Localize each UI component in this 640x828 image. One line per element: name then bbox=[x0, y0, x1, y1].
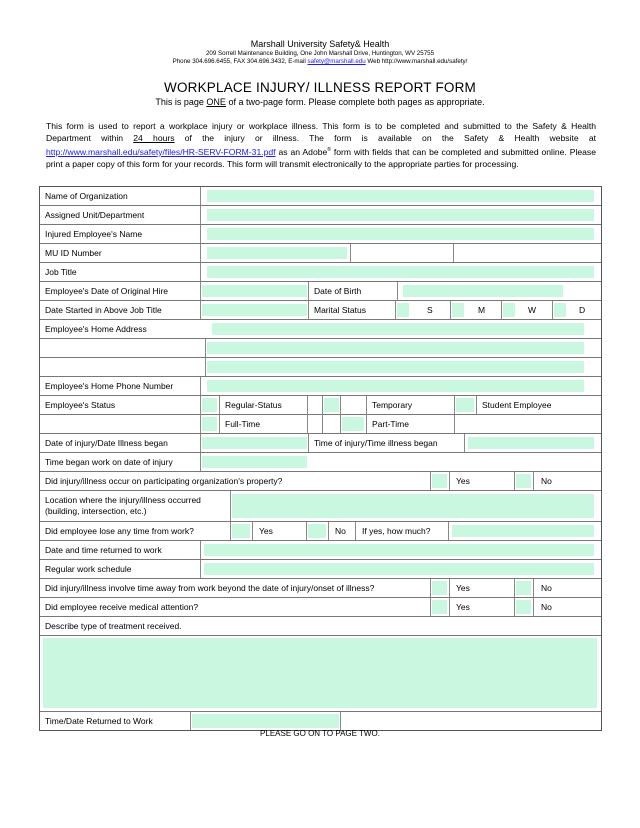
time-returned-field[interactable] bbox=[192, 714, 339, 728]
row-home-address bbox=[40, 320, 601, 339]
marital-d-checkbox[interactable] bbox=[554, 303, 566, 317]
regular-status-checkbox[interactable] bbox=[202, 398, 217, 412]
label-lose-time-no: No bbox=[335, 526, 346, 536]
label-marital-d: D bbox=[579, 305, 586, 315]
label-marital: Marital Status bbox=[314, 305, 366, 315]
label-medical-yes: Yes bbox=[456, 602, 470, 612]
home-address-line2[interactable] bbox=[207, 342, 584, 354]
how-much-field[interactable] bbox=[452, 525, 594, 537]
label-time-returned: Time/Date Returned to Work bbox=[45, 716, 153, 726]
label-marital-w: W bbox=[528, 305, 537, 315]
row-injured-name bbox=[40, 225, 601, 244]
registered-mark: ® bbox=[327, 147, 331, 153]
injury-time-field[interactable] bbox=[468, 437, 594, 449]
label-away: Did injury/illness involve time away from work beyond the date of injury/onset of illness? bbox=[45, 583, 375, 593]
label-returned: Date and time returned to work bbox=[45, 545, 162, 555]
marital-w-checkbox[interactable] bbox=[503, 303, 515, 317]
org-name: Marshall University Safety& Health bbox=[250, 39, 390, 49]
label-location-line2: (building, intersection, etc.) bbox=[45, 506, 147, 516]
label-treatment: Describe type of treatment received. bbox=[45, 621, 182, 631]
on-property-no-checkbox[interactable] bbox=[516, 474, 531, 488]
mu-id-field[interactable] bbox=[207, 247, 347, 259]
intro-part2: of the injury or illness. The form is available on the Safety & Health website at bbox=[174, 133, 596, 143]
treatment-textarea[interactable] bbox=[43, 638, 597, 708]
label-home-phone: Employee's Home Phone Number bbox=[45, 381, 174, 391]
schedule-field[interactable] bbox=[204, 563, 594, 575]
label-full-time: Full-Time bbox=[225, 419, 261, 429]
time-began-field[interactable] bbox=[202, 456, 307, 468]
medical-no-checkbox[interactable] bbox=[516, 600, 531, 614]
form-title: WORKPLACE INJURY/ ILLNESS REPORT FORM bbox=[164, 80, 476, 95]
intro-part1: This form is used to report a workplace injury or workplace illness. This form is to be completed and submitted to the Safety & Health Department within bbox=[46, 121, 596, 143]
label-location bbox=[40, 495, 201, 517]
row-treatment-area bbox=[40, 636, 601, 712]
label-regular: Regular-Status bbox=[225, 400, 282, 410]
label-time-began: Time began work on date of injury bbox=[45, 457, 173, 467]
report-form bbox=[39, 186, 602, 731]
label-how-much: If yes, how much? bbox=[362, 526, 431, 536]
lose-time-yes-checkbox[interactable] bbox=[232, 524, 250, 538]
intro-part4: form with fields that can be completed and submitted online. Please print a paper copy of this form for your records. This form will transmit electronically to the appropriate parties for processing. bbox=[46, 146, 596, 169]
row-unit bbox=[40, 206, 601, 225]
row-on-property bbox=[40, 472, 601, 491]
row-injury-date-time bbox=[40, 434, 601, 453]
away-yes-checkbox[interactable] bbox=[432, 581, 447, 595]
row-time-began bbox=[40, 453, 601, 472]
label-job-start: Date Started in Above Job Title bbox=[45, 305, 162, 315]
label-away-yes: Yes bbox=[456, 583, 470, 593]
org-contact bbox=[0, 58, 640, 65]
label-dob: Date of Birth bbox=[314, 286, 362, 296]
unit-field[interactable] bbox=[207, 209, 594, 221]
email-link[interactable]: safety@marshall.edu bbox=[307, 58, 366, 65]
label-unit: Assigned Unit/Department bbox=[45, 210, 145, 220]
returned-field[interactable] bbox=[204, 544, 594, 556]
row-hire-dob bbox=[40, 282, 601, 301]
temporary-checkbox[interactable] bbox=[324, 398, 339, 412]
marital-m-checkbox[interactable] bbox=[452, 303, 464, 317]
hire-date-field[interactable] bbox=[202, 285, 307, 297]
label-marital-m: M bbox=[478, 305, 486, 315]
row-home-address-2 bbox=[40, 339, 601, 358]
row-schedule bbox=[40, 560, 601, 579]
label-away-no: No bbox=[541, 583, 552, 593]
label-org-name: Name of Organization bbox=[45, 191, 128, 201]
label-medical: Did employee receive medical attention? bbox=[45, 602, 199, 612]
student-checkbox[interactable] bbox=[456, 398, 474, 412]
row-medical bbox=[40, 598, 601, 617]
intro-paragraph bbox=[46, 120, 596, 170]
contact-suffix: Web http://www.marshall.edu/safety/ bbox=[365, 58, 468, 65]
footer-note: PLEASE GO ON TO PAGE TWO. bbox=[260, 729, 380, 738]
row-job-title bbox=[40, 263, 601, 282]
row-location bbox=[40, 491, 601, 522]
label-on-property-yes: Yes bbox=[456, 476, 470, 486]
location-field[interactable] bbox=[232, 494, 594, 518]
label-student: Student Employee bbox=[482, 400, 552, 410]
home-address-line1[interactable] bbox=[212, 323, 584, 335]
label-temporary: Temporary bbox=[372, 400, 413, 410]
label-home-address: Employee's Home Address bbox=[45, 324, 147, 334]
intro-hours: 24 hours bbox=[133, 133, 175, 143]
home-address-line3[interactable] bbox=[207, 361, 584, 373]
marital-s-checkbox[interactable] bbox=[397, 303, 409, 317]
org-address: 209 Sorrell Maintenance Building, One John Marshall Drive, Huntington, WV 25755 bbox=[205, 50, 435, 57]
away-no-checkbox[interactable] bbox=[516, 581, 531, 595]
on-property-yes-checkbox[interactable] bbox=[432, 474, 447, 488]
lose-time-no-checkbox[interactable] bbox=[308, 524, 326, 538]
label-lose-time: Did employee lose any time from work? bbox=[45, 526, 194, 536]
home-phone-field[interactable] bbox=[207, 380, 584, 392]
label-job-title: Job Title bbox=[45, 267, 77, 277]
label-on-property-no: No bbox=[541, 476, 552, 486]
row-time-returned bbox=[40, 712, 601, 730]
label-mu-id: MU ID Number bbox=[45, 248, 102, 258]
row-home-phone bbox=[40, 377, 601, 396]
row-home-address-3 bbox=[40, 358, 601, 377]
row-org-name bbox=[40, 187, 601, 206]
full-time-checkbox[interactable] bbox=[202, 417, 217, 431]
injury-date-field[interactable] bbox=[202, 437, 307, 449]
dob-field[interactable] bbox=[403, 285, 563, 297]
label-marital-s: S bbox=[427, 305, 433, 315]
form-subtitle bbox=[0, 97, 640, 107]
row-job-start-marital bbox=[40, 301, 601, 320]
subtitle-emph: ONE bbox=[206, 97, 226, 107]
label-hire-date: Employee's Date of Original Hire bbox=[45, 286, 169, 296]
row-lose-time bbox=[40, 522, 601, 541]
part-time-checkbox[interactable] bbox=[342, 417, 364, 431]
label-injury-time: Time of injury/Time illness began bbox=[314, 438, 438, 448]
form-pdf-link[interactable]: http://www.marshall.edu/safety/files/HR-SERV-FORM-31.pdf bbox=[46, 146, 276, 157]
row-treatment-label bbox=[40, 617, 601, 636]
job-start-field[interactable] bbox=[202, 304, 307, 316]
subtitle-pre: This is page bbox=[155, 97, 207, 107]
label-on-property: Did injury/illness occur on participating organization's property? bbox=[45, 476, 283, 486]
row-away bbox=[40, 579, 601, 598]
row-returned bbox=[40, 541, 601, 560]
label-schedule: Regular work schedule bbox=[45, 564, 132, 574]
row-mu-id bbox=[40, 244, 601, 263]
contact-prefix: Phone 304.696.6455, FAX 304.696.3432, E-mail bbox=[172, 58, 308, 65]
label-part-time: Part-Time bbox=[372, 419, 409, 429]
org-name-field[interactable] bbox=[207, 190, 594, 202]
intro-part3: as an Adobe bbox=[275, 146, 328, 157]
label-injury-date: Date of injury/Date Illness began bbox=[45, 438, 168, 448]
row-status bbox=[40, 396, 601, 415]
row-time-basis bbox=[40, 415, 601, 434]
subtitle-post: of a two-page form. Please complete both pages as appropriate. bbox=[225, 97, 485, 107]
label-location-line1: Location where the injury/illness occurred bbox=[45, 495, 201, 505]
label-lose-time-yes: Yes bbox=[259, 526, 273, 536]
label-status: Employee's Status bbox=[45, 400, 116, 410]
label-injured-name: Injured Employee's Name bbox=[45, 229, 143, 239]
medical-yes-checkbox[interactable] bbox=[432, 600, 447, 614]
injured-name-field[interactable] bbox=[207, 228, 594, 240]
label-medical-no: No bbox=[541, 602, 552, 612]
job-title-field[interactable] bbox=[207, 266, 594, 278]
